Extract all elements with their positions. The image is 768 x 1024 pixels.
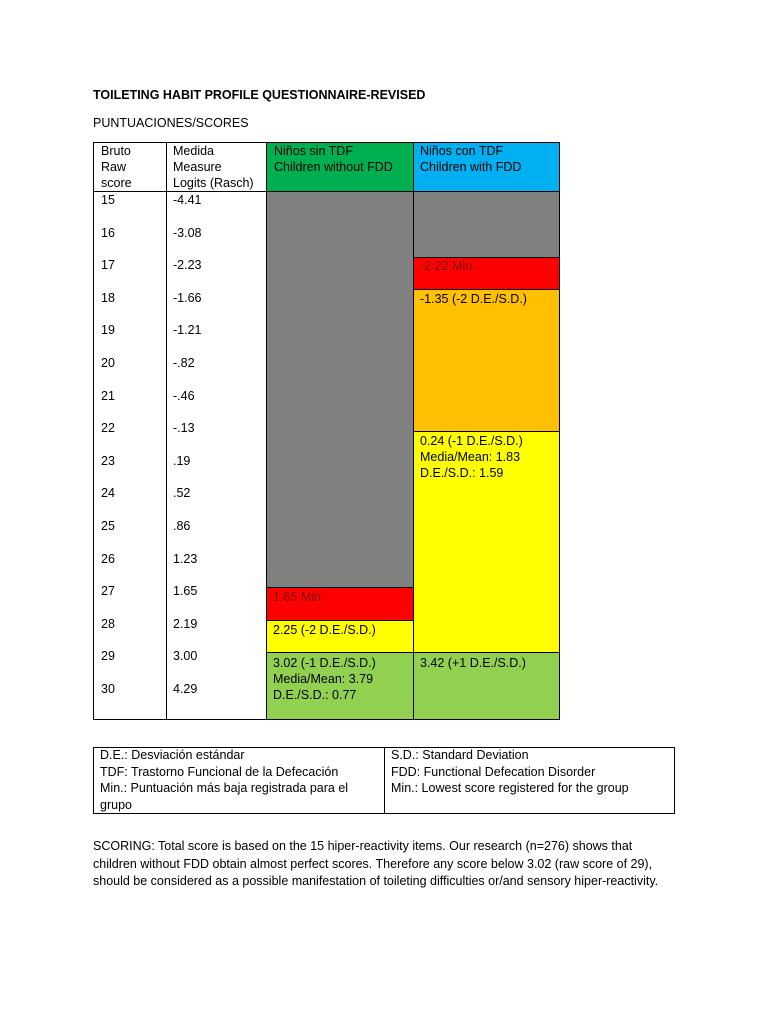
document-title: TOILETING HABIT PROFILE QUESTIONNAIRE-REVISED [93,88,426,102]
without-band-line-2 [267,620,413,621]
without-min-label: 1.65 Min. [273,590,325,604]
legend-right-column: S.D.: Standard Deviation FDD: Functional Defecation Disorder Min.: Lowest score registered for the group [391,748,629,795]
measure-cell: 2.19 [173,617,198,631]
measure-cell: -4.41 [173,193,202,207]
column-divider-2 [266,142,267,720]
without-band-line-1 [267,587,413,588]
measure-cell: .19 [173,454,191,468]
with-orange-band [413,289,559,432]
legend-border-left [93,747,94,814]
with-min-label: -2.22 Min. [420,259,476,273]
without-band-line-3 [267,652,413,653]
measure-cell: -.82 [173,356,195,370]
with-gray-band [413,191,559,257]
with-stats-label: 0.24 (-1 D.E./S.D.) Media/Mean: 1.83 D.E./S.D.: 1.59 [420,434,523,480]
raw-score-cell: 16 [101,226,115,240]
raw-score-cell: 28 [101,617,115,631]
legend-border-right [674,747,675,814]
raw-score-cell: 24 [101,486,115,500]
raw-score-cell: 18 [101,291,115,305]
header-without-fdd-label: Niños sin TDF Children without FDD [274,144,393,174]
with-band-line-3 [413,431,559,432]
raw-score-cell: 29 [101,649,115,663]
legend-divider [384,747,385,814]
column-divider-1 [166,142,167,720]
raw-score-cell: 21 [101,389,115,403]
measure-cell: -1.21 [173,323,202,337]
raw-score-cell: 23 [101,454,115,468]
header-separator [93,191,560,192]
raw-score-cell: 30 [101,682,115,696]
table-border-left [93,142,94,720]
with-plus1sd-label: 3.42 (+1 D.E./S.D.) [420,656,526,670]
raw-score-cell: 26 [101,552,115,566]
raw-score-cell: 20 [101,356,115,370]
table-border-right [559,142,560,720]
measure-cell: 1.23 [173,552,198,566]
measure-cell: 3.00 [173,649,198,663]
table-border-bottom [93,719,560,720]
raw-score-cell: 22 [101,421,115,435]
measure-cell: -3.08 [173,226,202,240]
measure-cell: .86 [173,519,191,533]
with-band-line-2 [413,289,559,290]
header-with-fdd-label: Niños con TDF Children with FDD [420,144,522,174]
scoring-note: SCORING: Total score is based on the 15 hiper-reactivity items. Our research (n=276) shows that children without FDD obtain almost perfect scores. Therefore any score below 3.02 (raw score of 29), should be considered as a possible manifestation of toileting difficulties or/and sensory hiper-reactivity. [93,839,659,888]
without-minus2sd-label: 2.25 (-2 D.E./S.D.) [273,623,376,637]
without-stats-label: 3.02 (-1 D.E./S.D.) Media/Mean: 3.79 D.E./S.D.: 0.77 [273,656,376,702]
scores-subtitle: PUNTUACIONES/SCORES [93,116,249,130]
raw-score-cell: 27 [101,584,115,598]
header-measure: Medida Measure Logits (Rasch) [173,144,254,190]
measure-cell: 4.29 [173,682,198,696]
with-minus2sd-label: -1.35 (-2 D.E./S.D.) [420,292,527,306]
raw-score-cell: 15 [101,193,115,207]
measure-cell: -.46 [173,389,195,403]
measure-cell: .52 [173,486,191,500]
measure-cell: -1.66 [173,291,202,305]
without-gray-band [267,191,413,588]
measure-cell: 1.65 [173,584,198,598]
header-raw-score: Bruto Raw score [101,144,132,190]
with-band-line-4 [413,652,559,653]
measure-cell: -.13 [173,421,195,435]
raw-score-cell: 17 [101,258,115,272]
raw-score-cell: 25 [101,519,115,533]
measure-cell: -2.23 [173,258,202,272]
raw-score-cell: 19 [101,323,115,337]
legend-left-column: D.E.: Desviación estándar TDF: Trastorno Funcional de la Defecación Min.: Puntuación más baja registrada para el grupo [100,748,349,812]
